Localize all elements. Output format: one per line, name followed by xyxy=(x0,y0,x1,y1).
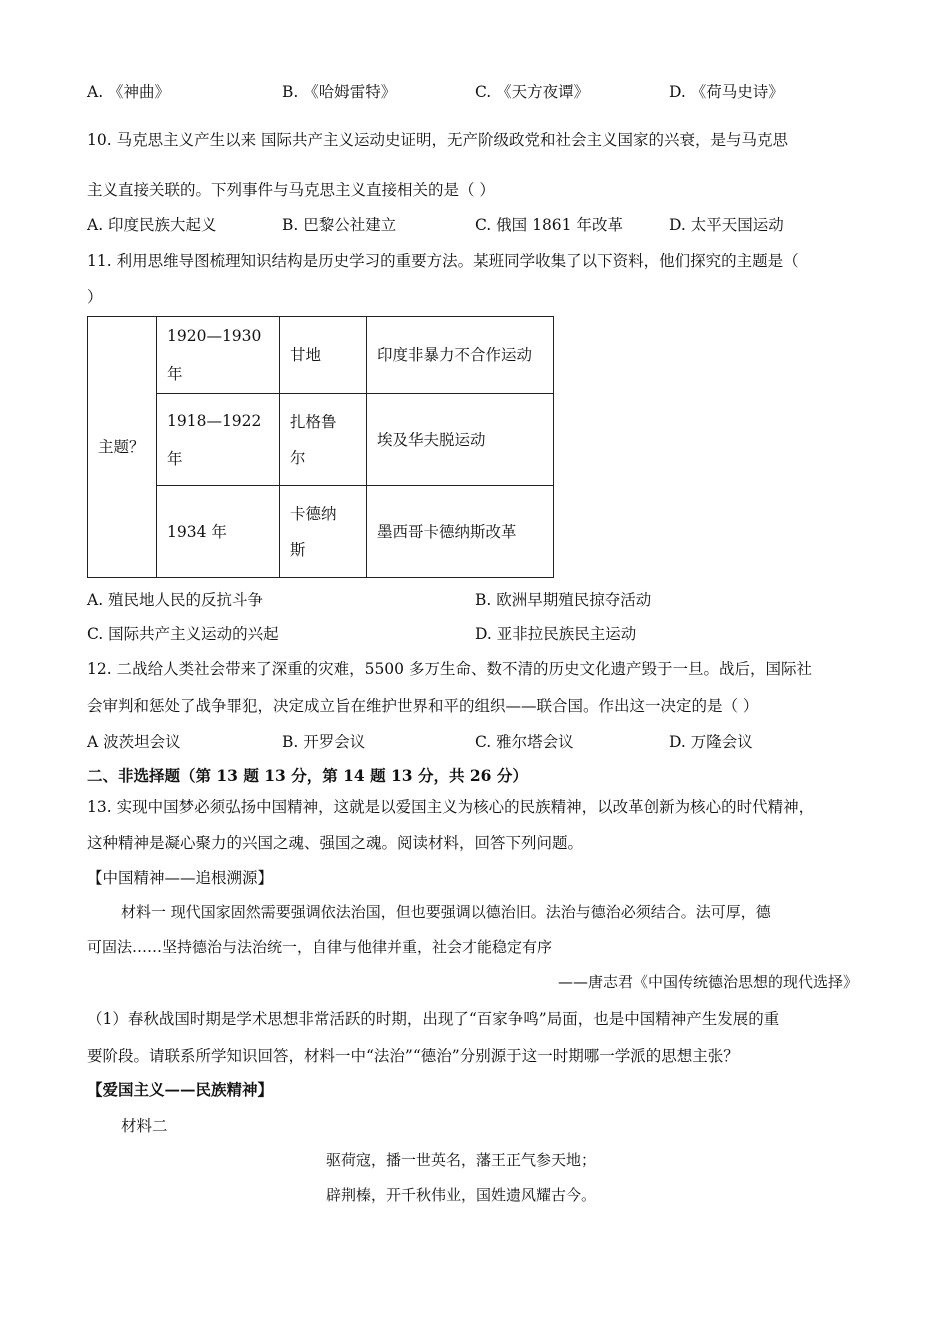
years-cell: 1920—1930 年 xyxy=(157,317,280,394)
q13-stem-line2: 这种精神是凝心聚力的兴国之魂、强国之魂。阅读材料，回答下列问题。 xyxy=(87,834,584,852)
q10-stem-line2: 主义直接关联的。下列事件与马克思主义直接相关的是（ ） xyxy=(87,181,495,199)
material-one-line1: 材料一 现代国家固然需要强调依法治国，但也要强调以德治旧。法治与德治必须结合。法可厚，德 xyxy=(121,903,771,921)
q10-option-c: C. 俄国 1861 年改革 xyxy=(475,216,623,234)
q12-option-d: D. 万隆会议 xyxy=(669,733,753,751)
q9-option-b: B. 《哈姆雷特》 xyxy=(282,83,397,101)
poem-line1: 驱荷寇，播一世英名，藩王正气参天地； xyxy=(326,1151,597,1169)
material-one-source: ——唐志君《中国传统德治思想的现代选择》 xyxy=(557,973,858,991)
poem-line2: 辟荆榛，开千秋伟业，国姓遗风耀古今。 xyxy=(326,1186,597,1204)
person-name-line1: 卡德纳 xyxy=(290,504,337,523)
person-cell xyxy=(280,486,367,578)
event-cell: 埃及华夫脱运动 xyxy=(367,394,554,486)
q12-option-c: C. 雅尔塔会议 xyxy=(475,733,574,751)
q12-option-b: B. 开罗会议 xyxy=(282,733,366,751)
q11-stem-line1: 11. 利用思维导图梳理知识结构是历史学习的重要方法。某班同学收集了以下资料，他们探究的主题是（ xyxy=(87,252,799,270)
q10-option-d: D. 太平天国运动 xyxy=(669,216,784,234)
q11-option-a: A. 殖民地人民的反抗斗争 xyxy=(87,591,264,609)
q12-stem-line2: 会审判和惩处了战争罪犯，决定成立旨在维护世界和平的组织——联合国。作出这一决定的是（ ） xyxy=(87,697,759,715)
q12-option-a: A 波茨坦会议 xyxy=(87,733,181,751)
q13-stem-line1: 13. 实现中国梦必须弘扬中国精神，这就是以爱国主义为核心的民族精神，以改革创新为核心的时代精神， xyxy=(87,798,815,816)
section-heading: 二、非选择题（第 13 题 13 分，第 14 题 13 分，共 26 分） xyxy=(87,766,528,785)
person-name-line1: 扎格鲁 xyxy=(290,412,337,431)
person-cell xyxy=(280,394,367,486)
years-cell: 1918—1922 年 xyxy=(157,394,280,486)
q11-option-b: B. 欧洲早期殖民掠夺活动 xyxy=(475,591,652,609)
q10-option-b: B. 巴黎公社建立 xyxy=(282,216,397,234)
topic-cell: 主题？ xyxy=(88,317,157,578)
topic-table xyxy=(87,316,554,578)
years-cell: 1934 年 xyxy=(157,486,280,578)
material-two-label: 材料二 xyxy=(121,1117,168,1135)
person-name: 甘地 xyxy=(290,346,322,364)
q11-option-c: C. 国际共产主义运动的兴起 xyxy=(87,625,279,643)
q9-option-c: C. 《天方夜谭》 xyxy=(475,83,590,101)
person-name-line2: 斯 xyxy=(290,540,306,559)
material-one-line2: 可固法……坚持德治与法治统一，自律与他律并重，社会才能稳定有序 xyxy=(87,938,553,956)
q9-option-a: A. 《神曲》 xyxy=(87,83,171,101)
event-cell: 墨西哥卡德纳斯改革 xyxy=(367,486,554,578)
person-name-line2: 尔 xyxy=(290,448,306,467)
q13-sub1-line2: 要阶段。请联系所学知识回答，材料一中“法治”“德治”分别源于这一时期哪一学派的思想主张？ xyxy=(87,1047,739,1065)
q12-stem-line1: 12. 二战给人类社会带来了深重的灾难，5500 多万生命、数不清的历史文化遗产毁于一旦。战后，国际社 xyxy=(87,660,812,678)
q13-heading-patriotism: 【爱国主义——民族精神】 xyxy=(87,1080,274,1099)
q10-stem-line1: 10. 马克思主义产生以来 国际共产主义运动史证明，无产阶级政党和社会主义国家的兴衰，是与马克思 xyxy=(87,131,789,149)
q11-option-d: D. 亚非拉民族民主运动 xyxy=(475,625,637,643)
q11-stem-line2: ） xyxy=(87,288,103,306)
q13-sub1-line1: （1）春秋战国时期是学术思想非常活跃的时期，出现了“百家争鸣”局面，也是中国精神产生发展的重 xyxy=(87,1010,780,1028)
q10-option-a: A. 印度民族大起义 xyxy=(87,216,217,234)
person-cell xyxy=(280,317,367,394)
event-cell: 印度非暴力不合作运动 xyxy=(367,317,554,394)
q13-heading-chinese-spirit: 【中国精神——追根溯源】 xyxy=(87,869,274,887)
q9-option-d: D. 《荷马史诗》 xyxy=(669,83,784,101)
